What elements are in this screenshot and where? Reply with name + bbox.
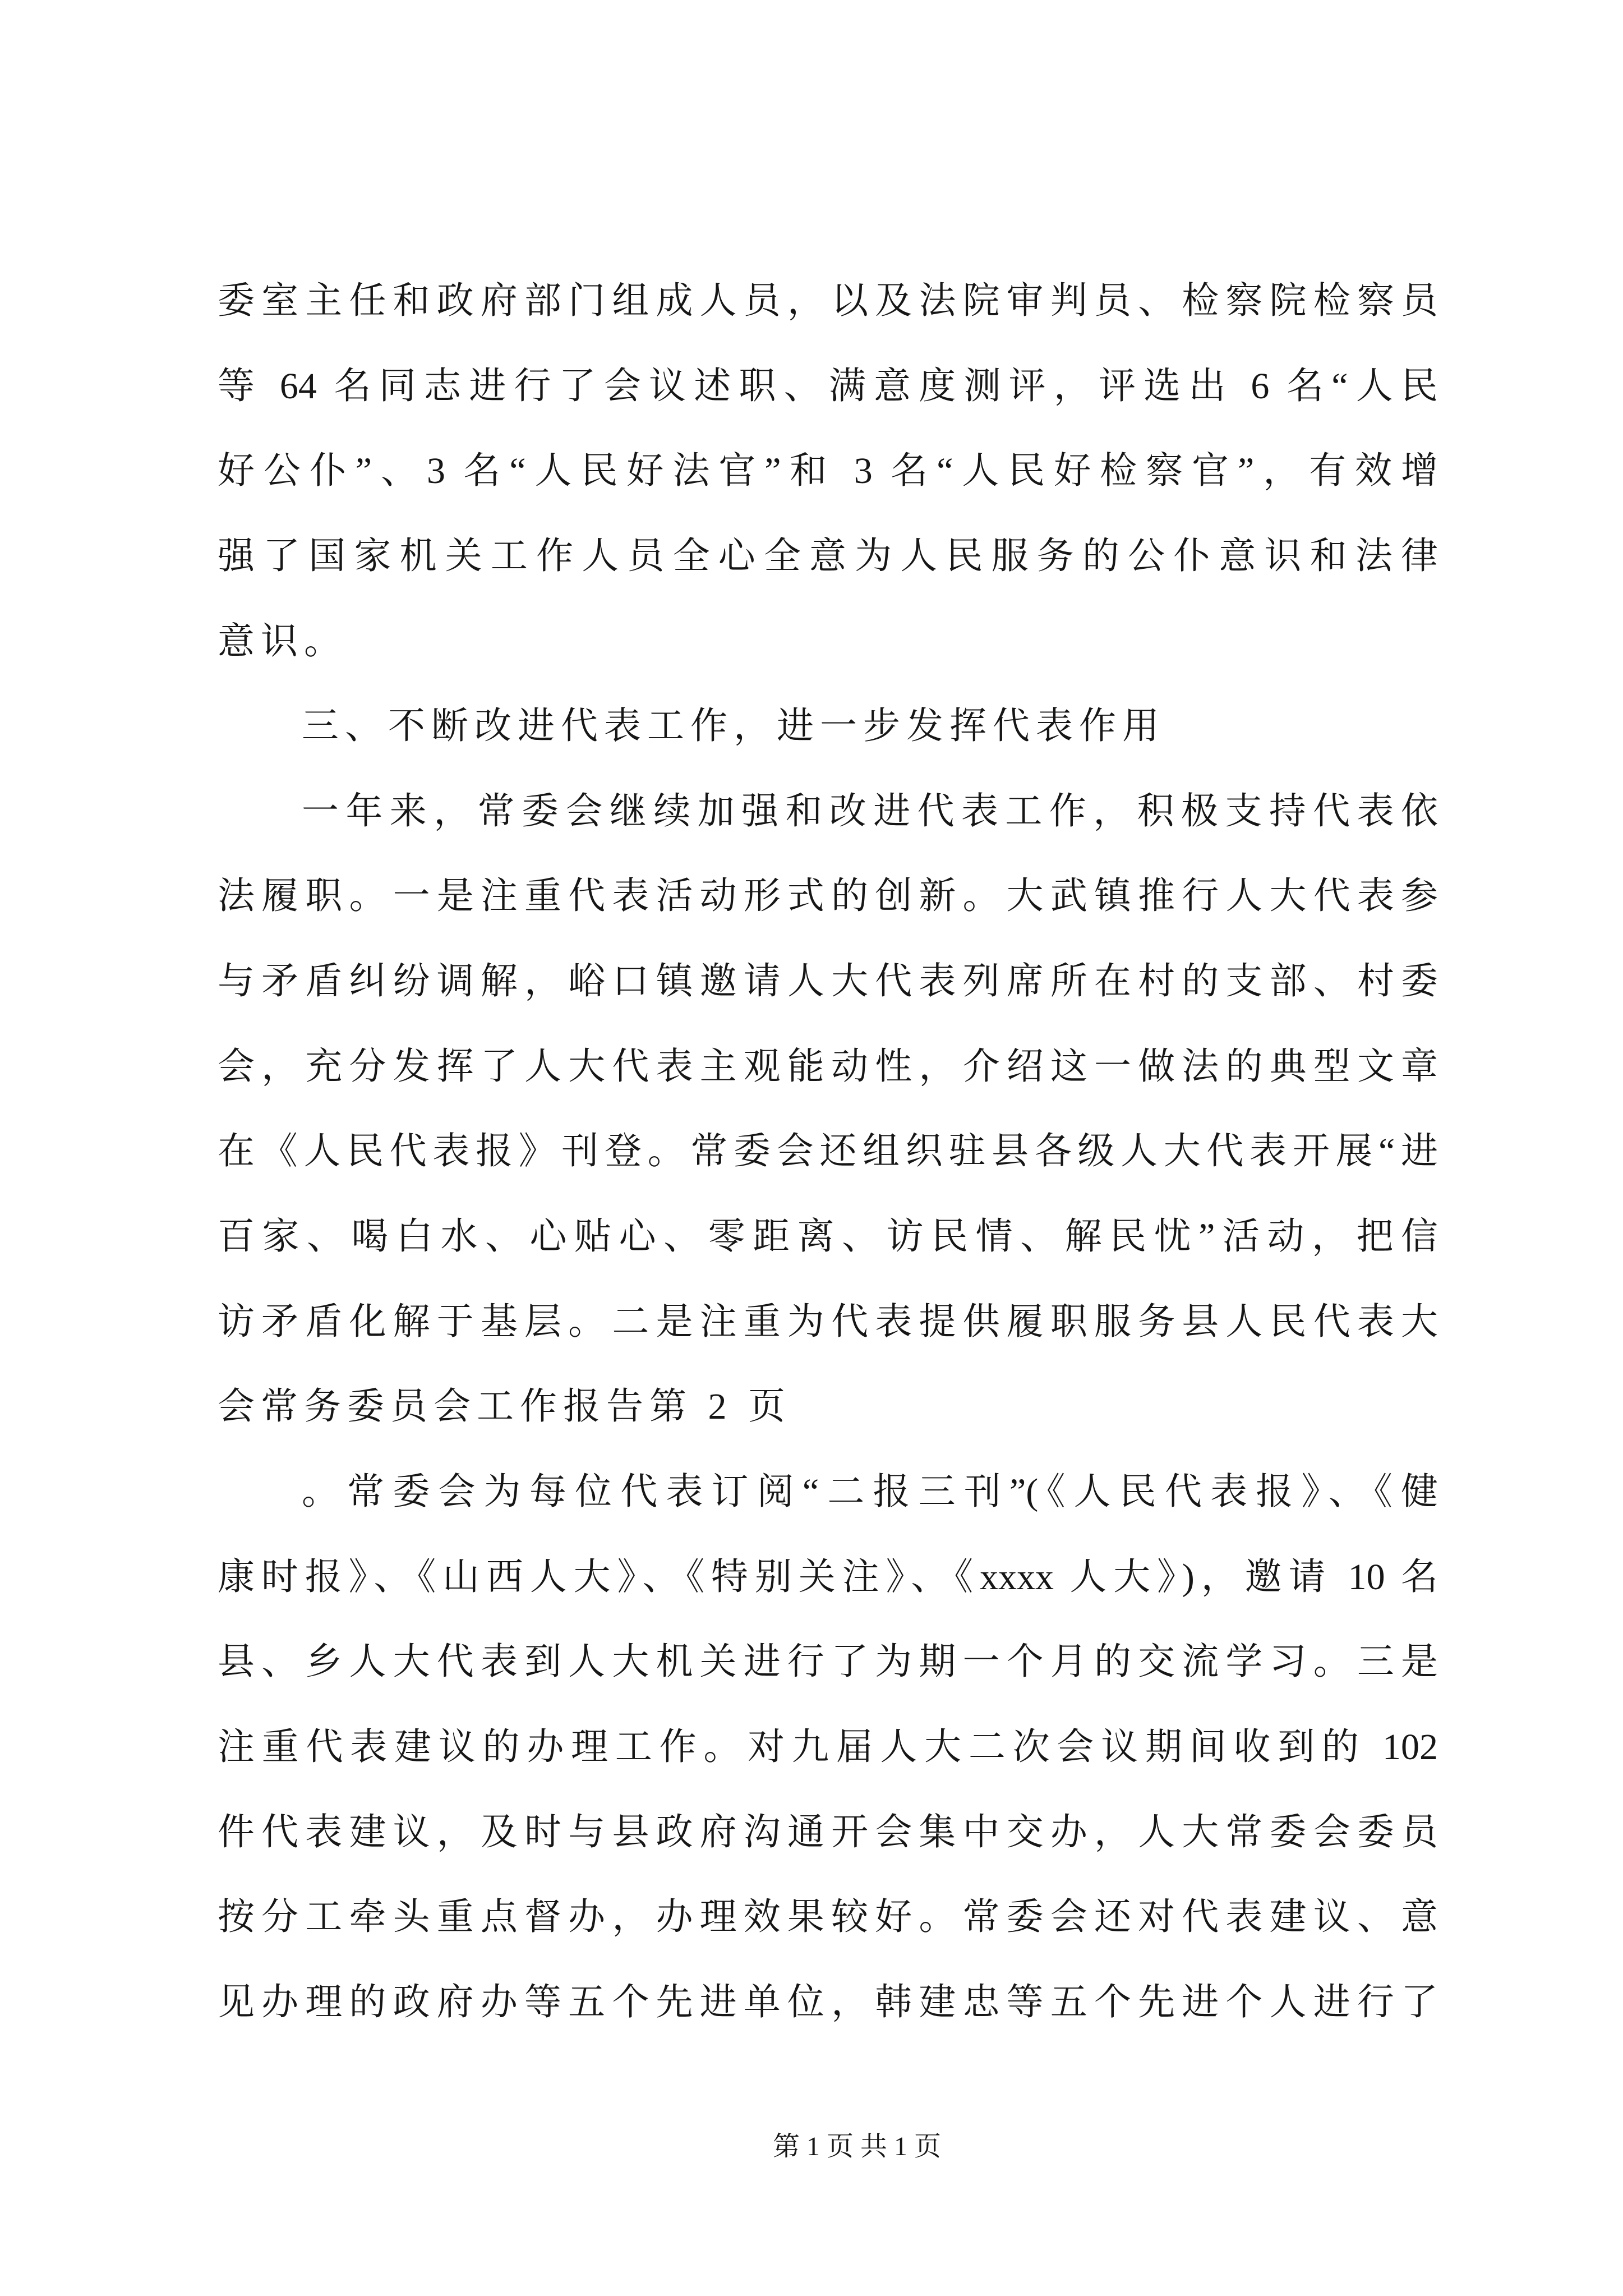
document-body xyxy=(218,259,1438,2045)
text-line: 县、乡人大代表到人大机关进行了为期一个月的交流学习。三是 xyxy=(218,1641,1438,1683)
text-line: 康时报》、《山西人大》、《特别关注》、《xxxx 人大》)，邀请 10 名 xyxy=(218,1556,1438,1598)
text-line: 强了国家机关工作人员全心全意为人民服务的公仆意识和法律 xyxy=(218,535,1438,577)
text-line: 一年来，常委会继续加强和改进代表工作，积极支持代表依 xyxy=(302,790,1438,832)
text-line: 。常委会为每位代表订阅“二报三刊”(《人民代表报》、《健 xyxy=(302,1471,1438,1512)
text-line: 会，充分发挥了人大代表主观能动性，介绍这一做法的典型文章 xyxy=(218,1046,1438,1087)
text-line: 意识。 xyxy=(218,620,347,662)
text-line: 会常务委员会工作报告第 2 页 xyxy=(218,1386,791,1428)
section-heading: 三、不断改进代表工作，进一步发挥代表作用 xyxy=(302,706,1165,747)
text-line: 法履职。一是注重代表活动形式的创新。大武镇推行人大代表参 xyxy=(218,876,1438,917)
text-line: 注重代表建议的办理工作。对九届人大二次会议期间收到的 102 xyxy=(218,1726,1438,1768)
text-line: 访矛盾化解于基层。二是注重为代表提供履职服务县人民代表大 xyxy=(218,1301,1438,1342)
text-line: 件代表建议，及时与县政府沟通开会集中交办，人大常委会委员 xyxy=(218,1811,1438,1853)
text-line: 委室主任和政府部门组成人员，以及法院审判员、检察院检察员 xyxy=(218,280,1438,321)
text-line: 与矛盾纠纷调解，峪口镇邀请人大代表列席所在村的支部、村委 xyxy=(218,961,1438,1002)
text-line: 百家、喝白水、心贴心、零距离、访民情、解民忧”活动，把信 xyxy=(218,1216,1438,1258)
page-footer: 第 1 页 共 1 页 xyxy=(772,2132,942,2161)
text-line: 见办理的政府办等五个先进单位，韩建忠等五个先进个人进行了 xyxy=(218,1981,1438,2023)
text-line: 按分工牵头重点督办，办理效果较好。常委会还对代表建议、意 xyxy=(218,1897,1438,1938)
text-line: 等 64 名同志进行了会议述职、满意度测评，评选出 6 名“人民 xyxy=(218,365,1438,407)
text-line: 好公仆”、3 名“人民好法官”和 3 名“人民好检察官”，有效增 xyxy=(218,450,1438,492)
text-line: 在《人民代表报》刊登。常委会还组织驻县各级人大代表开展“进 xyxy=(218,1131,1438,1172)
